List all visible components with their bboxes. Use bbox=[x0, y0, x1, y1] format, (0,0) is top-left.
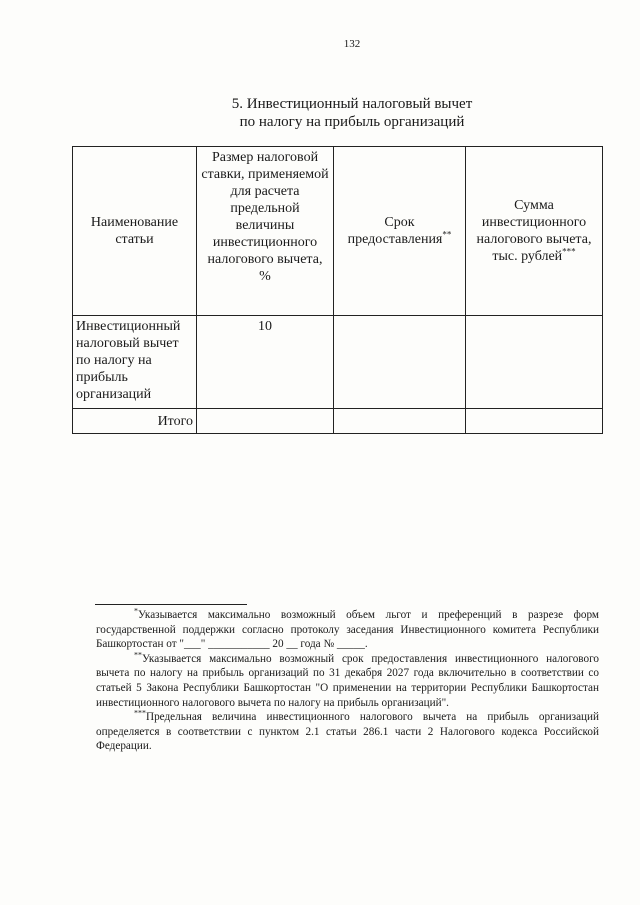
header-item-name bbox=[73, 147, 197, 316]
footnote-3-text: Предельная величина инвестиционного налогового вычета на прибыль организаций определяется в соответствии с пунктом 2.1 статьи 286.1 части 2 Налогового кодекса Российской Федерации. bbox=[96, 711, 599, 753]
table-row bbox=[73, 316, 603, 409]
section-title-line-1: 5. Инвестиционный налоговый вычет bbox=[231, 96, 473, 112]
page-number: 132 bbox=[343, 38, 361, 50]
footnote-1-text: Указывается максимально возможный объем льгот и преференций в разрезе форм государственной поддержки согласно протоколу заседания Инвестиционного комитета Республики Башкортостан от "___" ___________ 20 __ года № _____. bbox=[96, 609, 599, 651]
footnote-1-mark: * bbox=[134, 606, 138, 616]
header-item-name-label: Наименование статьи bbox=[90, 215, 179, 247]
footnote-2-mark: ** bbox=[134, 650, 142, 660]
investment-deduction-table bbox=[72, 146, 603, 434]
footnote-2-text: Указывается максимально возможный срок предоставления инвестиционного налогового вычета по налогу на прибыль организаций по 31 декабря 2027 года включительно в соответствии со статьей 5 Закона Республики Башкортостан "О применении на территории Республики Башкортостан инвестиционного налогового вычета по налогу на прибыль организаций". bbox=[96, 652, 599, 709]
header-tax-rate-label: Размер налоговой ставки, применяемой для расчета предельной величины инвестиционного налогового вычета, % bbox=[201, 150, 329, 284]
footnote-3-mark: *** bbox=[134, 708, 146, 718]
table-total-row bbox=[73, 409, 603, 434]
table-header-row bbox=[73, 147, 603, 316]
header-term-footnote-mark: ** bbox=[442, 229, 452, 240]
row-item-name: Инвестиционный налоговый вычет по налогу на прибыль организаций bbox=[73, 316, 197, 409]
footnotes bbox=[96, 608, 599, 754]
total-tax-rate bbox=[197, 409, 334, 434]
header-tax-rate bbox=[197, 147, 334, 316]
row-term bbox=[334, 316, 466, 409]
footnote-1 bbox=[96, 608, 599, 652]
footnote-2 bbox=[96, 652, 599, 710]
total-term bbox=[334, 409, 466, 434]
footnote-divider bbox=[95, 604, 247, 605]
header-term-label: Срок предоставления bbox=[347, 215, 443, 247]
footnote-3 bbox=[96, 710, 599, 754]
header-term bbox=[334, 147, 466, 316]
header-deduction-sum bbox=[466, 147, 603, 316]
row-tax-rate: 10 bbox=[197, 316, 334, 409]
header-sum-footnote-mark: *** bbox=[562, 246, 576, 257]
total-label: Итого bbox=[73, 409, 197, 434]
total-deduction-sum bbox=[466, 409, 603, 434]
header-deduction-sum-label: Сумма инвестиционного налогового вычета, тыс. рублей bbox=[476, 198, 592, 264]
section-title bbox=[32, 95, 640, 131]
row-deduction-sum bbox=[466, 316, 603, 409]
section-title-line-2: по налогу на прибыль организаций bbox=[239, 114, 465, 130]
